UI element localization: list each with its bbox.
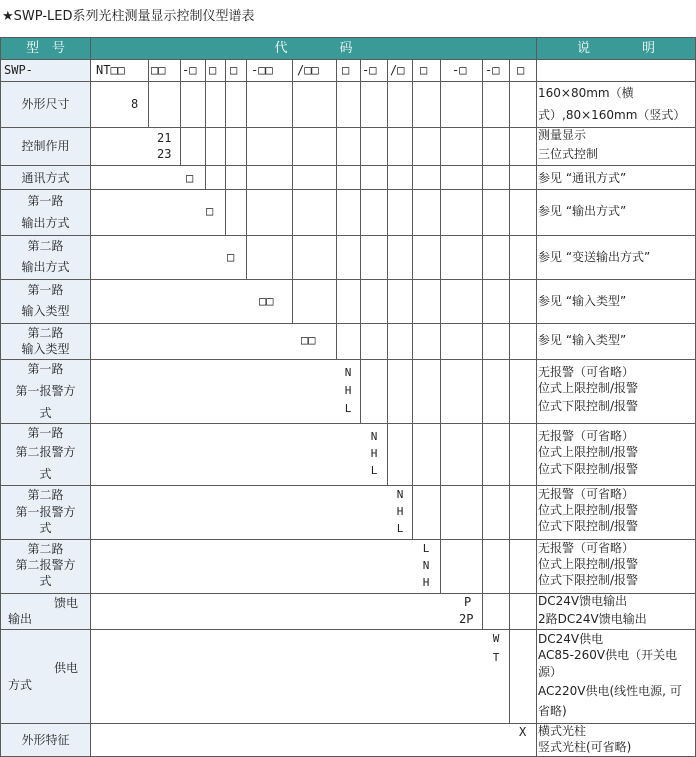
code-segment-8: □ — [342, 63, 350, 77]
code-segment-1: NT□□ — [96, 63, 125, 77]
code-segment-9: -□ — [362, 63, 377, 77]
desc-feed-line2: 2路DC24V馈电输出 — [538, 612, 647, 626]
desc-power-line1: DC24V供电 — [538, 632, 604, 646]
desc-control-line1: 测量显示 — [538, 128, 587, 142]
header-code: 代 码 — [91, 38, 536, 59]
desc-power-line4: AC220V供电(线性电源, 可 — [538, 684, 682, 698]
row-label-output1-line2: 输出方式 — [21, 216, 70, 230]
row-label-control: 控制作用 — [21, 139, 70, 153]
code-segment-13: -□ — [485, 63, 500, 77]
desc-alarm12-line1: 无报警（可省略） — [538, 429, 635, 443]
desc-alarm11-line2: 位式上限控制/报警 — [538, 381, 639, 395]
row-label-shape: 外形特征 — [21, 733, 70, 747]
code-alarm21-n: N — [396, 488, 404, 501]
desc-alarm22-line1: 无报警（可省略） — [538, 541, 635, 555]
row-label-input2-line1: 第二路 — [27, 326, 64, 340]
desc-power-line3: 源） — [538, 665, 563, 679]
desc-alarm11-line1: 无报警（可省略） — [538, 365, 635, 379]
desc-shape-line1: 横式光柱 — [538, 724, 587, 738]
row-label-feed-line1: 馈电 — [54, 596, 79, 610]
code-alarm22-n: N — [422, 559, 430, 572]
code-segment-10: /□ — [390, 63, 405, 77]
code-alarm11-l: L — [344, 402, 352, 415]
desc-size-line1: 160×80mm（横 — [538, 86, 634, 100]
desc-output1: 参见 “输出方式” — [538, 204, 627, 218]
code-input1: □□ — [259, 294, 274, 308]
code-segment-5: □ — [230, 63, 238, 77]
row-label-alarm21-line3: 式 — [39, 521, 52, 535]
row-label-output1-line1: 第一路 — [27, 194, 64, 208]
code-segment-3: -□ — [182, 63, 197, 77]
code-segment-11: □ — [420, 63, 428, 77]
row-label-alarm22-line3: 式 — [39, 574, 52, 588]
row-label-input2-line2: 输入类型 — [21, 342, 70, 356]
row-label-power-line2: 方式 — [8, 678, 33, 692]
row-label-alarm22-line1: 第二路 — [27, 542, 64, 556]
header-description: 说 明 — [537, 38, 695, 59]
code-segment-12: -□ — [452, 63, 467, 77]
code-segment-7: /□□ — [297, 63, 319, 77]
row-label-input1-line2: 输入类型 — [21, 304, 70, 318]
page-title: ★SWP-LED系列光柱测量显示控制仪型谱表 — [2, 9, 255, 24]
code-alarm22-l: L — [422, 542, 430, 555]
row-label-alarm12-line3: 式 — [39, 467, 52, 481]
row-label-size: 外形尺寸 — [21, 97, 70, 111]
desc-power-line2: AC85-260V供电（开关电 — [538, 648, 678, 662]
model-prefix: SWP- — [4, 63, 33, 77]
code-segment-2: □□ — [151, 63, 166, 77]
desc-alarm12-line2: 位式上限控制/报警 — [538, 445, 639, 459]
desc-alarm21-line3: 位式下限控制/报警 — [538, 519, 639, 533]
code-size: 8 — [131, 97, 139, 111]
code-feed-2p: 2P — [459, 612, 474, 626]
row-label-alarm11-line3: 式 — [39, 406, 52, 420]
header-model: 型 号 — [1, 38, 90, 59]
code-power-w: W — [492, 632, 500, 645]
desc-comm: 参见 “通讯方式” — [538, 171, 627, 185]
row-label-alarm11-line1: 第一路 — [27, 362, 64, 376]
code-segment-14: □ — [517, 63, 525, 77]
code-feed-p: P — [464, 595, 472, 609]
code-comm: □ — [186, 171, 194, 185]
code-output1: □ — [206, 204, 214, 218]
code-power-t: T — [492, 651, 500, 664]
code-control-23: 23 — [157, 147, 172, 161]
row-label-output2-line2: 输出方式 — [21, 260, 70, 274]
code-output2: □ — [227, 250, 235, 264]
code-control-21: 21 — [157, 131, 172, 145]
code-alarm12-h: H — [370, 447, 378, 460]
row-label-output2-line1: 第二路 — [27, 239, 64, 253]
row-label-alarm22-line2: 第二报警方 — [15, 558, 76, 572]
row-label-alarm21-line2: 第一报警方 — [15, 505, 76, 519]
row-label-power-line1: 供电 — [54, 661, 79, 675]
row-label-alarm12-line2: 第二报警方 — [15, 445, 76, 459]
desc-input2: 参见 “输入类型” — [538, 333, 627, 347]
code-segment-6: -□□ — [251, 63, 273, 77]
desc-feed-line1: DC24V馈电输出 — [538, 594, 628, 608]
row-label-alarm11-line2: 第一报警方 — [15, 384, 76, 398]
code-shape: X — [519, 725, 527, 739]
desc-alarm11-line3: 位式下限控制/报警 — [538, 399, 639, 413]
desc-control-line2: 三位式控制 — [538, 147, 599, 161]
code-input2: □□ — [301, 333, 316, 347]
row-label-alarm21-line1: 第二路 — [27, 488, 64, 502]
row-label-alarm12-line1: 第一路 — [27, 426, 64, 440]
desc-power-line5: 省略) — [538, 704, 567, 718]
code-alarm12-l: L — [370, 464, 378, 477]
desc-size-line2: 式）,80×160mm（竖式） — [538, 108, 686, 122]
code-alarm21-l: L — [396, 522, 404, 535]
desc-input1: 参见 “输入类型” — [538, 294, 627, 308]
code-alarm22-h: H — [422, 576, 430, 589]
row-label-input1-line1: 第一路 — [27, 283, 64, 297]
code-alarm21-h: H — [396, 505, 404, 518]
code-segment-4: □ — [209, 63, 217, 77]
code-alarm12-n: N — [370, 430, 378, 443]
code-alarm11-h: H — [344, 384, 352, 397]
row-label-comm: 通讯方式 — [21, 171, 70, 185]
desc-shape-line2: 竖式光柱(可省略) — [538, 740, 632, 754]
desc-alarm22-line2: 位式上限控制/报警 — [538, 557, 639, 571]
desc-alarm21-line1: 无报警（可省略） — [538, 487, 635, 501]
desc-alarm21-line2: 位式上限控制/报警 — [538, 503, 639, 517]
desc-alarm22-line3: 位式下限控制/报警 — [538, 573, 639, 587]
code-alarm11-n: N — [344, 366, 352, 379]
desc-alarm12-line3: 位式下限控制/报警 — [538, 462, 639, 476]
row-label-feed-line2: 输出 — [8, 612, 33, 626]
desc-output2: 参见 “变送输出方式” — [538, 250, 651, 264]
